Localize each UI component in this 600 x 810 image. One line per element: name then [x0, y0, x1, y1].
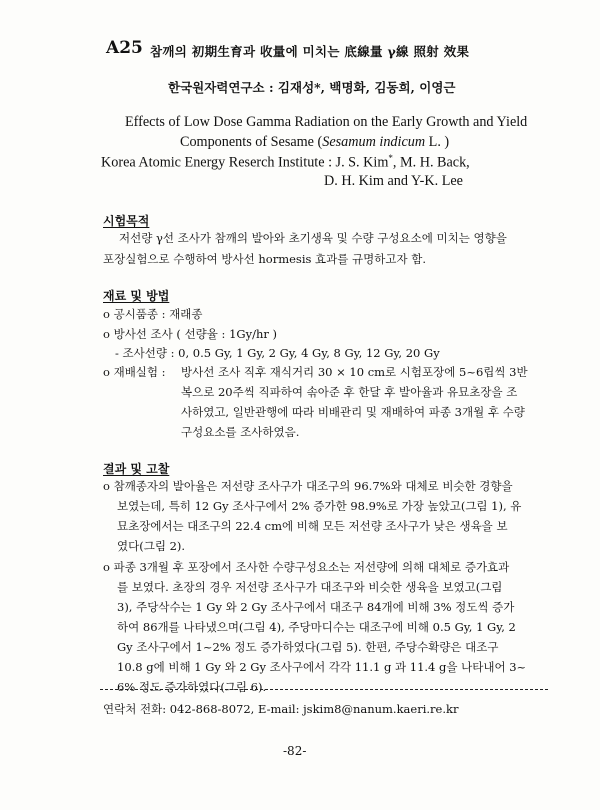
purpose-heading: 시험목적 [103, 214, 150, 228]
contact-info: 연락처 전화: 042-868-8072, E-mail: jskim8@nanum.kaeri.re.kr [103, 702, 459, 716]
korean-authors: 한국원자력연구소 : 김재성*, 백명화, 김동희, 이영근 [168, 80, 456, 95]
purpose-line1: 저선량 γ선 조사가 참깨의 발아와 초기생육 및 수량 구성요소에 미치는 영향을 [119, 231, 507, 245]
page-number: -82- [283, 744, 307, 758]
results-heading: 결과 및 고찰 [103, 462, 170, 476]
materials-item-irradiation: o 방사선 조사 ( 선량율 : 1Gy/hr ) [103, 327, 278, 341]
corresponding-asterisk: * [388, 153, 393, 163]
results-p1-line: 보였는데, 특히 12 Gy 조사구에서 2% 증가한 98.9%로 가장 높았고(그림 1), 유 [117, 499, 522, 513]
results-p2-line: 3), 주당삭수는 1 Gy 와 2 Gy 조사구에서 대조구 84개에 비해 3% 정도씩 증가 [117, 600, 515, 614]
results-p2-line: 6% 정도 증가하였다(그림 6). [117, 680, 267, 694]
materials-item-dose: - 조사선량 : 0, 0.5 Gy, 1 Gy, 2 Gy, 4 Gy, 8 Gy, 12 Gy, 20 Gy [115, 346, 440, 360]
english-authors-line2: D. H. Kim and Y-K. Lee [324, 173, 463, 189]
english-institute: Korea Atomic Energy Reserch Institute : J. S. Kim*, M. H. Back, [101, 153, 470, 171]
results-p1-line: o 참깨종자의 발아율은 저선량 조사구가 대조구의 96.7%와 대체로 비슷한 경향을 [103, 479, 513, 493]
results-p2-line: Gy 조사구에서 1~2% 정도 증가하였다(그림 5). 한편, 주당수확량은 대조구 [117, 640, 499, 654]
results-p1-line: 였다(그림 2). [117, 539, 186, 553]
results-p2-line: 를 보였다. 초장의 경우 저선량 조사구가 대조구와 비슷한 생육을 보였고(그림 [117, 580, 503, 594]
english-title-line1: Effects of Low Dose Gamma Radiation on the Early Growth and Yield [125, 114, 528, 130]
cultivation-line: 사하였고, 일반관행에 따라 비배관리 및 재배하여 파종 3개월 후 수량 [181, 405, 525, 419]
cultivation-line: 방사선 조사 직후 재식거리 30 × 10 cm로 시험포장에 5~6립씩 3반 [181, 365, 528, 379]
purpose-line2: 포장실험으로 수행하여 방사선 hormesis 효과를 규명하고자 함. [103, 252, 427, 266]
cultivation-line: 구성요소를 조사하였음. [181, 425, 300, 439]
results-p1-line: 묘초장에서는 대조구의 22.4 cm에 비해 모든 저선량 조사구가 낮은 생육을 보 [117, 519, 508, 533]
abstract-id: A25 [106, 38, 143, 58]
results-p2-line: 10.8 g에 비해 1 Gy 와 2 Gy 조사구에서 각각 11.1 g 과 11.4 g을 나타내어 3~ [117, 660, 527, 674]
species-name: Sesamum indicum [322, 134, 426, 150]
english-title-line2: Components of Sesame (Sesamum indicum L. ) [180, 134, 450, 150]
materials-heading: 재료 및 방법 [103, 289, 170, 303]
dashed-divider [100, 689, 548, 690]
materials-item-cultivation-label: o 재배실험 : [103, 365, 166, 379]
korean-title: 참깨의 初期生育과 收量에 미치는 底線量 γ線 照射 效果 [150, 44, 470, 59]
results-p2-line: 하여 86개를 나타냈으며(그림 4), 주당마디수는 대조구에 비해 0.5 Gy, 1 Gy, 2 [117, 620, 516, 634]
cultivation-line: 복으로 20주씩 직파하여 솎아준 후 한달 후 발아율과 유묘초장을 조 [181, 385, 518, 399]
results-p2-line: o 파종 3개월 후 포장에서 조사한 수량구성요소는 저선량에 의해 대체로 증가효과 [103, 560, 510, 574]
materials-item-variety: o 공시품종 : 재래종 [103, 307, 203, 321]
